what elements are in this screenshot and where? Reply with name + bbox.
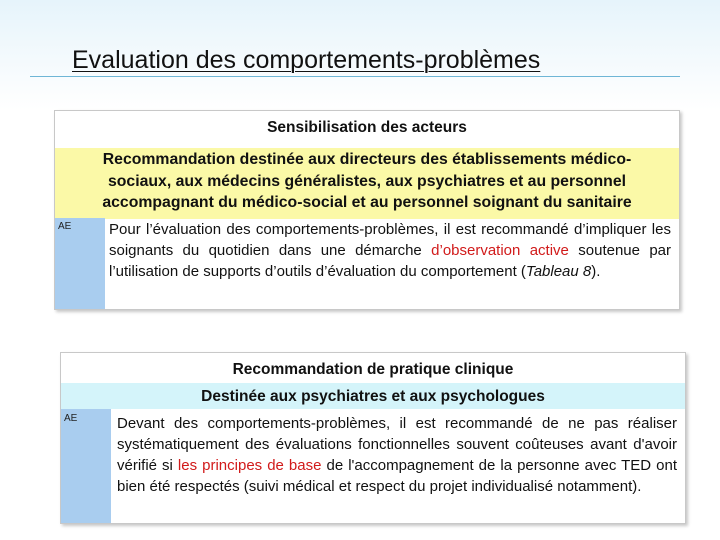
recommendation-line: Recommandation destinée aux directeurs des établissements médico- — [102, 151, 632, 168]
grade-column — [55, 218, 105, 309]
recommendation-line: sociaux, aux médecins généralistes, aux psychiatres et au personnel — [107, 172, 626, 190]
box-heading: Recommandation de pratique clinique — [232, 361, 514, 378]
recommendation-text — [117, 413, 677, 497]
highlighted-term: les principes de base — [177, 457, 322, 474]
audience-band: Destinée aux psychiatres et aux psychologues — [61, 383, 685, 409]
text-segment: Pour l’évaluation des comportements-problèmes, il est recommandé d’impliquer les soignants du quotidien dans une démarche — [109, 221, 671, 259]
slide-title: Evaluation des comportements-problèmes — [72, 46, 541, 74]
recommendation-line: accompagnant du médico-social et au personnel soignant du sanitaire — [102, 194, 632, 211]
text-segment: Devant des comportements-problèmes, il est recommandé de ne pas réaliser systématiquement des évaluations fonctionnelles souvent coûteuses avant d'avoir vérifié si — [117, 415, 677, 474]
text-segment: de l'accompagnement de la personne avec TED ont bien été respectés (suivi médical et respect du projet individualisé notamment). — [117, 457, 677, 495]
title-divider — [30, 76, 680, 77]
recommendation-target-band — [55, 148, 679, 219]
highlighted-term: d’observation active — [431, 242, 569, 259]
grade-label-ae: AE — [58, 221, 72, 232]
text-segment: ). — [591, 263, 601, 280]
text-segment: soutenue par l’utilisation de supports d’outils d’évaluation du comportement ( — [109, 242, 672, 280]
recommendation-box-awareness — [54, 110, 680, 310]
recommendation-box-clinical — [60, 352, 686, 524]
box-heading: Sensibilisation des acteurs — [267, 119, 467, 136]
grade-label-ae: AE — [64, 413, 78, 424]
recommendation-text — [109, 219, 671, 282]
table-reference: Tableau 8 — [525, 263, 592, 280]
grade-column — [61, 409, 111, 523]
